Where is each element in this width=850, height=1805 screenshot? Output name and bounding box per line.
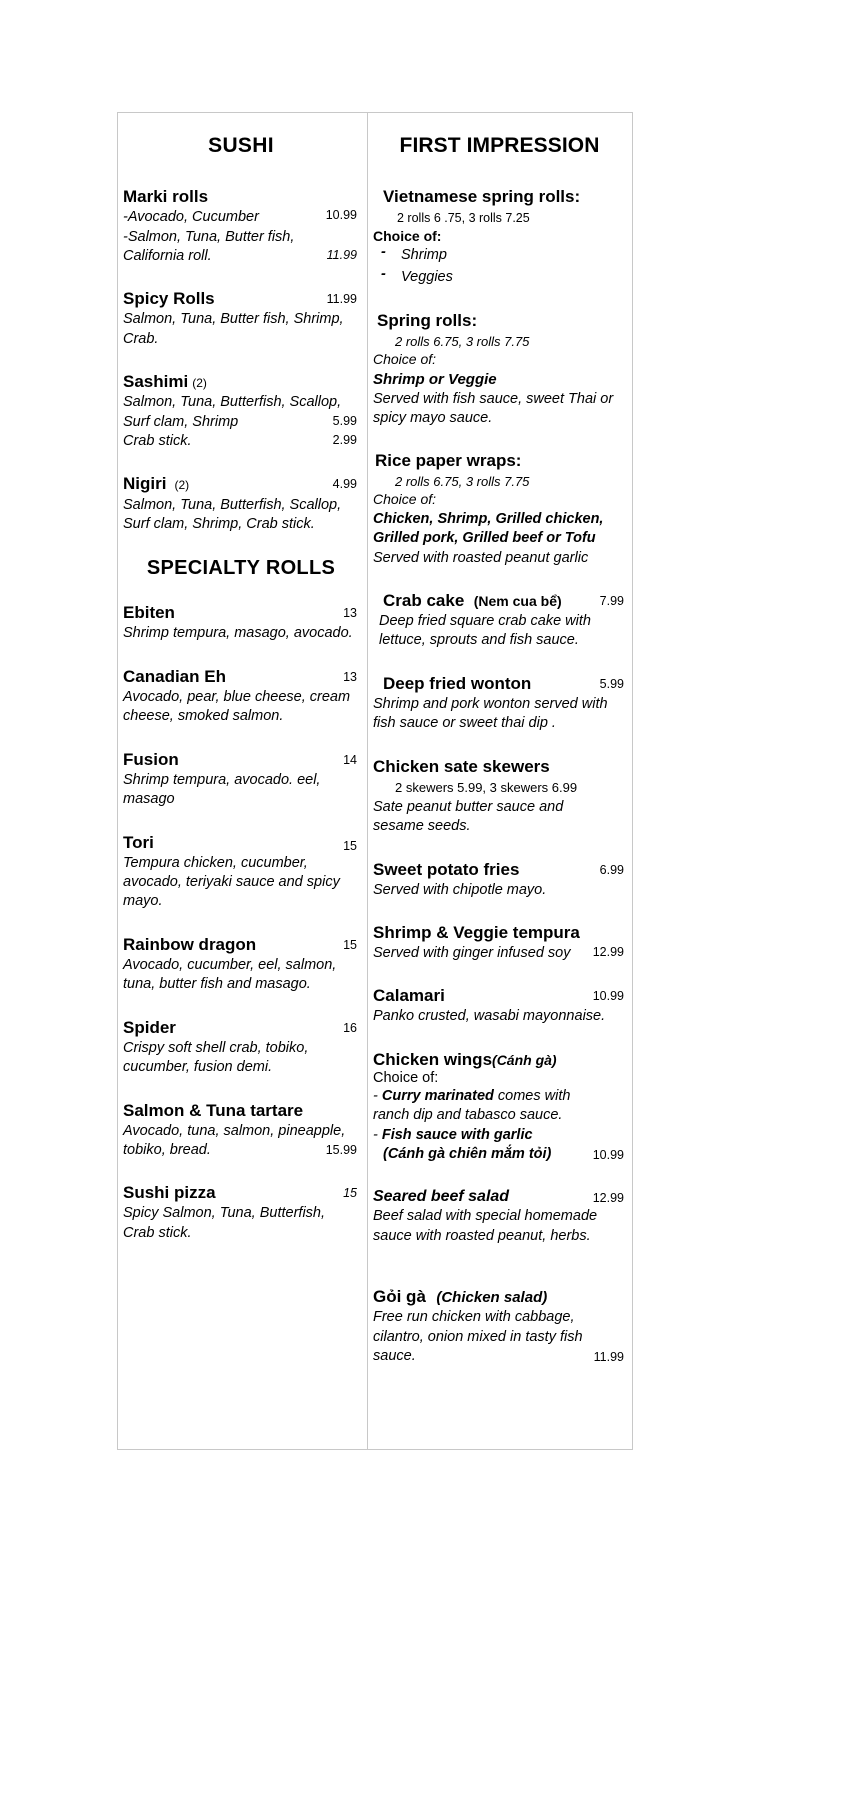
item-name: Crab cake [383, 591, 465, 611]
option-label: Curry marinated [381, 1087, 494, 1104]
item-desc-line: cheese, smoked salmon. [123, 708, 284, 725]
item-name: Spring rolls: [377, 311, 478, 331]
menu-item-chicken-wings [373, 1050, 626, 1164]
menu-item-tori [123, 833, 359, 911]
item-desc-line: Served with roasted peanut garlic [373, 549, 589, 566]
item-desc-line: Served with ginger infused soy [373, 945, 571, 961]
item-desc-line: Crispy soft shell crab, tobiko, [123, 1039, 309, 1056]
item-price: 15 [343, 937, 357, 952]
item-price: 12.99 [592, 1190, 624, 1205]
item-price: 13 [343, 669, 357, 684]
menu-item-marki-rolls [123, 187, 359, 265]
item-desc-line: cucumber, fusion demi. [123, 1059, 273, 1076]
item-price: 11.99 [593, 1350, 624, 1365]
item-desc-line: -Avocado, Cucumber [123, 209, 259, 226]
choice-label: Choice of: [373, 351, 437, 368]
menu-item-goi-ga [373, 1287, 626, 1365]
item-price: 15.99 [325, 1142, 357, 1157]
item-desc-line: mayo. [123, 893, 163, 910]
menu-item-rainbow-dragon [123, 935, 359, 994]
option-vietnamese: (Cánh gà chiên mắm tỏi) [383, 1146, 552, 1163]
sushi-heading: SUSHI [208, 134, 274, 157]
item-desc-line: Shrimp tempura, masago, avocado. [123, 625, 353, 642]
item-portions: 2 skewers 5.99, 3 skewers 6.99 [395, 779, 578, 795]
item-price: 2.99 [332, 433, 357, 448]
item-name: Sweet potato fries [373, 859, 520, 879]
item-desc-line: Deep fried square crab cake with [379, 613, 591, 630]
menu-item-spring-rolls [373, 311, 626, 427]
item-portions: 2 rolls 6.75, 3 rolls 7.75 [395, 334, 530, 350]
choice-label: Choice of: [373, 228, 442, 245]
item-desc-line: Shrimp tempura, avocado. eel, [123, 771, 321, 788]
menu-item-seared-beef-salad [373, 1188, 626, 1246]
item-desc-line: Crab stick. [123, 433, 192, 450]
item-desc-line: Sate peanut butter sauce and [373, 798, 564, 815]
option-label: Shrimp [401, 247, 447, 264]
item-portions: 2 rolls 6 .75, 3 rolls 7.25 [397, 211, 530, 226]
item-desc-line: Avocado, cucumber, eel, salmon, [123, 956, 337, 973]
item-price: 11.99 [326, 292, 357, 307]
item-price: 4.99 [332, 477, 357, 492]
bullet-dash-icon: - [381, 266, 386, 283]
item-name: Nigiri [123, 474, 167, 494]
item-desc-line: fish sauce or sweet thai dip . [373, 715, 556, 732]
item-desc-line: cilantro, onion mixed in tasty fish [373, 1328, 583, 1345]
item-desc-line: Beef salad with special homemade [373, 1208, 598, 1225]
item-name: Vietnamese spring rolls: [383, 187, 581, 207]
menu-item-rice-paper-wraps [373, 451, 626, 567]
first-impression-heading: FIRST IMPRESSION [399, 134, 600, 157]
item-name: Marki rolls [123, 187, 209, 207]
item-desc-line: Salmon, Tuna, Butterfish, Scallop, [123, 394, 342, 411]
item-desc-line: spicy mayo sauce. [373, 409, 493, 426]
item-price: 13 [343, 606, 357, 621]
menu-item-shrimp-veggie-tempura [373, 923, 626, 962]
item-desc-line: sesame seeds. [373, 818, 471, 835]
item-name: Canadian Eh [123, 666, 226, 686]
item-desc-line: tobiko, bread. [123, 1141, 211, 1158]
sushi-column [118, 113, 368, 1449]
item-name-english: (Chicken salad) [436, 1289, 548, 1307]
item-name-vietnamese: (Nem cua bể) [473, 593, 562, 610]
item-price: 7.99 [599, 594, 624, 609]
item-desc-line: sauce. [373, 1348, 416, 1365]
item-desc-line: Served with fish sauce, sweet Thai or [373, 390, 614, 407]
menu-item-sashimi [123, 372, 359, 450]
item-desc-line: sauce with roasted peanut, herbs. [373, 1227, 591, 1244]
item-name: Shrimp & Veggie tempura [373, 922, 580, 942]
item-desc-line: Salmon, Tuna, Butterfish, Scallop, [123, 496, 342, 513]
option-rest: comes with [493, 1087, 571, 1104]
item-desc-line: California roll. [123, 247, 212, 264]
item-desc-line: Crab. [123, 330, 159, 347]
menu-page [117, 112, 633, 1450]
item-name: Tori [123, 832, 154, 852]
menu-item-calamari [373, 986, 626, 1025]
menu-item-salmon-tuna-tartare [123, 1101, 359, 1160]
specialty-rolls-heading: SPECIALTY ROLLS [146, 557, 336, 580]
option-label: Fish sauce with garlic [381, 1126, 533, 1143]
item-name: Chicken wings [373, 1049, 493, 1069]
item-desc-line: -Salmon, Tuna, Butter fish, [123, 228, 295, 245]
item-desc-line: Avocado, pear, blue cheese, cream [123, 688, 351, 705]
choice-options-line: Grilled pork, Grilled beef or Tofu [373, 530, 596, 547]
item-desc-line: ranch dip and tabasco sauce. [373, 1107, 563, 1124]
item-name: Sushi pizza [123, 1183, 216, 1203]
item-name: Chicken sate skewers [373, 756, 550, 776]
menu-item-crab-cake [373, 591, 626, 650]
item-name: Fusion [123, 749, 179, 769]
item-price: 15 [343, 838, 357, 853]
item-desc-line: Crab stick. [123, 1224, 192, 1241]
item-price: 6.99 [599, 862, 624, 877]
item-desc-line: avocado, teriyaki sauce and spicy [123, 873, 340, 890]
item-name-vietnamese: (Cánh gà) [492, 1051, 557, 1068]
item-desc-line: Surf clam, Shrimp [123, 413, 239, 430]
item-price: 15 [343, 1186, 357, 1201]
item-desc-line: Free run chicken with cabbage, [373, 1309, 575, 1326]
choice-label: Choice of: [373, 491, 437, 508]
item-price: 5.99 [332, 413, 357, 428]
item-desc-line: Served with chipotle mayo. [373, 881, 547, 898]
menu-item-ebiten [123, 603, 359, 642]
item-portions: 2 rolls 6.75, 3 rolls 7.75 [395, 474, 530, 490]
bullet-dash-icon: - [381, 244, 386, 261]
menu-item-chicken-sate-skewers [373, 757, 626, 836]
item-price: 14 [343, 752, 357, 767]
item-name: Gỏi gà [373, 1287, 426, 1307]
item-qty: (2) [174, 478, 190, 493]
item-qty: (2) [192, 376, 207, 391]
choice-label: Choice of: [373, 1069, 439, 1086]
item-desc-line: Salmon, Tuna, Butter fish, Shrimp, [123, 311, 344, 328]
item-desc-line: tuna, butter fish and masago. [123, 976, 311, 993]
choice-options: Shrimp or Veggie [373, 370, 497, 388]
item-price: 16 [343, 1020, 357, 1035]
option-label: Veggies [401, 269, 453, 286]
item-desc-line: lettuce, sprouts and fish sauce. [379, 632, 579, 649]
menu-item-canadian-eh [123, 667, 359, 726]
item-desc-line: Shrimp and pork wonton served with [373, 695, 608, 712]
item-desc-line: Avocado, tuna, salmon, pineapple, [123, 1122, 346, 1139]
first-impression-column [368, 113, 632, 1449]
item-price: 10.99 [592, 1148, 624, 1163]
item-price: 12.99 [592, 945, 624, 959]
menu-item-nigiri [123, 474, 359, 533]
item-name: Deep fried wonton [383, 673, 532, 693]
item-desc-line: Panko crusted, wasabi mayonnaise. [373, 1008, 606, 1025]
item-name: Rainbow dragon [123, 934, 257, 954]
item-name: Sashimi [123, 372, 189, 392]
item-name: Rice paper wraps: [375, 451, 522, 471]
menu-item-fusion [123, 750, 359, 809]
menu-item-sushi-pizza [123, 1183, 359, 1242]
menu-item-vietnamese-spring-rolls [373, 187, 626, 287]
item-name: Salmon & Tuna tartare [123, 1100, 304, 1120]
menu-item-spider [123, 1018, 359, 1077]
item-name: Calamari [373, 986, 445, 1006]
menu-item-sweet-potato-fries [373, 860, 626, 899]
item-price: 5.99 [599, 676, 624, 691]
choice-options-line: Chicken, Shrimp, Grilled chicken, [373, 510, 604, 527]
item-price: 11.99 [326, 247, 357, 262]
item-price: 10.99 [592, 989, 624, 1004]
item-name: Ebiten [123, 603, 175, 623]
item-price: 10.99 [325, 208, 357, 223]
item-name: Spider [123, 1017, 176, 1037]
item-desc-line: masago [123, 791, 175, 808]
item-desc-line: Tempura chicken, cucumber, [123, 854, 308, 871]
menu-item-spicy-rolls [123, 289, 359, 348]
item-name: Spicy Rolls [123, 289, 215, 309]
bullet-dash-icon: - [373, 1087, 382, 1104]
item-desc-line: Spicy Salmon, Tuna, Butterfish, [123, 1205, 326, 1222]
menu-item-deep-fried-wonton [373, 674, 626, 733]
bullet-dash-icon: - [373, 1126, 382, 1143]
item-name: Seared beef salad [373, 1187, 510, 1205]
item-desc-line: Surf clam, Shrimp, Crab stick. [123, 515, 315, 532]
